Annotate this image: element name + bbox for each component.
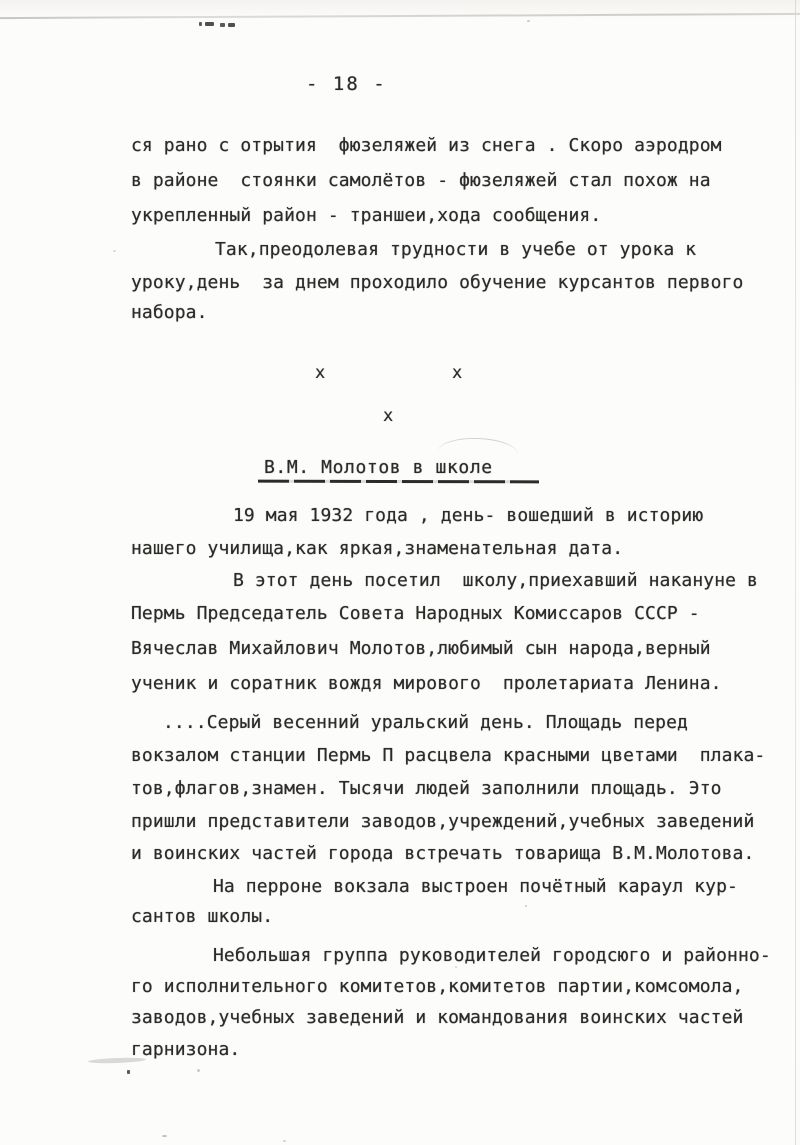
scan-artifact [205,22,214,26]
text-line: На перроне вокзала выстроен почётный караул кур- [213,876,738,897]
section-title: В.М. Молотов в школе [264,457,493,478]
scan-artifact [455,966,457,968]
page-number: - 18 - [306,73,387,95]
text-line: Пермь Председатель Совета Народных Комиссаров СССР - [131,603,700,624]
text-line: укрепленный район - траншеи,хода сообщения. [131,205,602,226]
text-line: тов,флагов,знамен. Тысячи людей заполнили площадь. Это [131,778,722,799]
pencil-mark [438,437,518,455]
scan-artifact [220,23,225,27]
text-line: ....Серый весенний уральский день. Площадь перед [163,712,688,733]
text-line: 19 мая 1932 года , день- вошедший в историю [233,505,704,526]
text-line: вокзалом станции Пермь П расцвела красными цветами плака- [131,745,766,766]
text-line: В этот день посетил школу,приехавший накануне в [233,570,758,591]
scan-edge-line-right [795,0,796,1145]
text-line: уроку,день за днем проходило обучение курсантов первого [131,272,744,293]
section-title-underline [258,480,539,483]
scan-artifact [127,1070,130,1074]
text-line: сантов школы. [131,906,274,927]
text-line: ученик и соратник вождя мирового пролетариата Ленина. [131,673,722,694]
scan-artifact [162,1135,167,1137]
text-line: Вячеслав Михайлович Молотов,любимый сын народа,верный [131,638,711,659]
scan-artifact [113,250,116,252]
text-line: нашего училища,как яркая,знаменательная дата. [131,538,624,559]
scan-artifact [197,1069,200,1072]
scan-artifact [527,20,530,22]
text-line: набора. [131,302,208,323]
text-line: го исполнительного комитетов,комитетов партии,комсомола, [131,976,744,997]
text-line: в районе стоянки самолётов - фюзеляжей стал похож на [131,170,711,191]
section-separator-x: х [383,406,394,426]
scan-artifact [525,905,527,907]
section-separator-x: х [315,363,326,383]
text-line: заводов,учебных заведений и командования воинских частей [131,1007,744,1028]
text-line: ся рано с отрытия фюзеляжей из снега . Скоро аэродром [131,135,722,156]
section-separator-x: х [452,363,463,383]
scan-artifact [199,22,202,26]
text-line: Так,преодолевая трудности в учебе от урока к [215,239,697,260]
scan-artifact [283,1140,286,1142]
text-line: гарнизона. [131,1039,241,1060]
text-line: Небольшая группа руководителей городсюго и районно- [213,945,771,966]
scan-edge-line-top [0,13,800,19]
scan-artifact [228,23,235,27]
text-line: и воинских частей города встречать товарища В.М.Молотова. [131,843,755,864]
text-line: пришли представители заводов,учреждений,учебных заведений [131,811,755,832]
